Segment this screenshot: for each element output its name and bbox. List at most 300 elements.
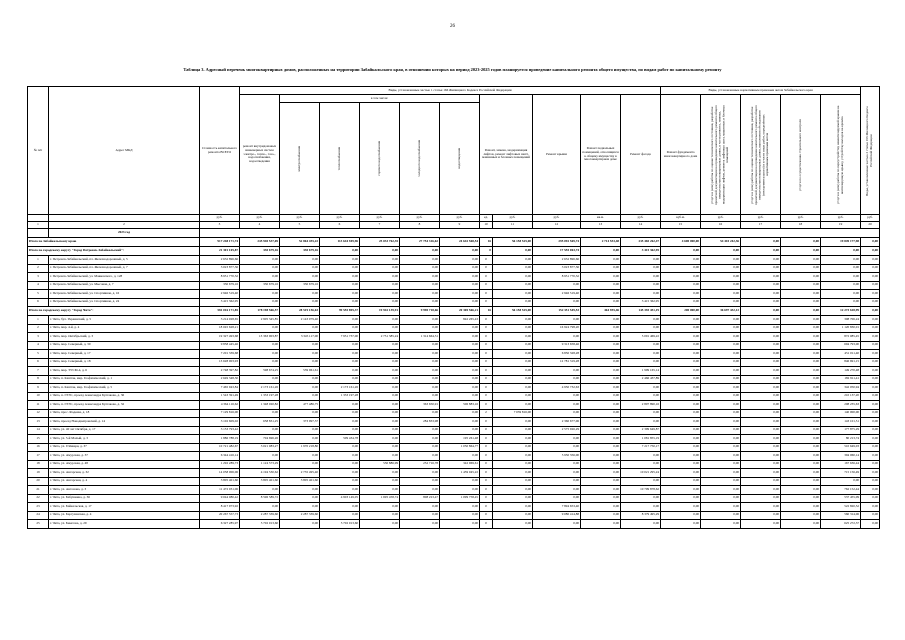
value-cell-col-20: 0,00 [861, 494, 880, 503]
value-cell-col-18: 0,00 [781, 367, 821, 376]
row-number: 3 [28, 273, 49, 282]
value-cell-col-3: 7 465 943,84 [200, 384, 240, 393]
value-cell-col-8: 0,00 [400, 435, 440, 444]
value-cell-col-6: 0,00 [320, 418, 360, 427]
value-cell-col-17: 0,00 [741, 367, 781, 376]
value-cell-col-6: 0,00 [320, 452, 360, 461]
unit-cell-16: руб. [701, 215, 741, 222]
value-cell-col-17: 0,00 [741, 350, 781, 359]
value-cell-col-8: 0,00 [400, 375, 440, 384]
value-cell-col-10: 0 [480, 486, 493, 495]
value-cell-col-9: 0,00 [440, 324, 480, 333]
value-cell-col-6: 0,00 [320, 341, 360, 350]
header-electro: электроснабжения [280, 103, 320, 215]
value-cell-col-7: 0,00 [360, 367, 400, 376]
value-cell-col-9: 0,00 [440, 418, 480, 427]
table-row [28, 435, 880, 444]
value-cell-col-12: 5 950 356,00 [533, 452, 581, 461]
value-cell-col-4: 0,00 [240, 256, 280, 265]
header-basement: Ремонт подвальных помещений, относящихся к общему имуществу в многоквартирном доме [581, 95, 621, 215]
value-cell-col-14: 2 807 890,16 [621, 401, 661, 410]
table-row [28, 273, 880, 282]
value-cell-col-20: 0,00 [861, 443, 880, 452]
value-cell-col-3: 3 153 793,42 [200, 426, 240, 435]
value-cell-col-15: 0,00 [661, 324, 701, 333]
value-cell-col-13: 0,00 [581, 401, 621, 410]
value-cell-col-4: 1 124 573,29 [240, 460, 280, 469]
value-cell-col-15: 0,00 [661, 316, 701, 325]
value-cell-col-11: 0,00 [493, 503, 533, 512]
value-cell-col-4: 330 679,16 [240, 247, 280, 256]
value-cell-col-18: 0,00 [781, 350, 821, 359]
value-cell-col-14: 0,00 [621, 350, 661, 359]
value-cell-col-5: 539 961,61 [280, 367, 320, 376]
value-cell-col-13: 0,00 [581, 511, 621, 520]
units-row [28, 215, 880, 222]
row-number: 11 [28, 401, 49, 410]
value-cell-col-20: 0,00 [861, 273, 880, 282]
value-cell-col-19: 762 152,44 [821, 486, 861, 495]
row-address: г. Чита, мкр. Северный, д. 18 [49, 358, 200, 367]
value-cell-col-12: 0,00 [533, 375, 581, 384]
column-number-19: 19 [821, 222, 861, 229]
value-cell-col-17: 0,00 [741, 298, 781, 307]
value-cell-col-18: 0,00 [781, 307, 821, 316]
value-cell-col-7: 0,00 [360, 392, 400, 401]
value-cell-col-14: 2 466 437,89 [621, 375, 661, 384]
value-cell-col-18: 0,00 [781, 452, 821, 461]
value-cell-col-17: 0,00 [741, 333, 781, 342]
value-cell-col-15: 4 600 000,00 [661, 238, 701, 247]
table-row [28, 511, 880, 520]
value-cell-col-16: 0,00 [701, 511, 741, 520]
value-cell-col-19: 208 235,63 [821, 401, 861, 410]
header-col20: Виды, установленные частью 2 статьи 166 Жилищного Кодекса Российской Федерации [861, 87, 880, 215]
value-cell-col-18: 0,00 [781, 256, 821, 265]
value-cell-col-14: 0,00 [621, 264, 661, 273]
value-cell-col-13: 0,00 [581, 316, 621, 325]
row-number: 5 [28, 290, 49, 299]
value-cell-col-4: 0,00 [240, 324, 280, 333]
value-cell-col-5: 0,00 [280, 452, 320, 461]
value-cell-col-16: 0,00 [701, 384, 741, 393]
value-cell-col-19: 19 849 177,98 [821, 238, 861, 247]
value-cell-col-4: 0,00 [240, 452, 280, 461]
value-cell-col-10: 0 [480, 520, 493, 529]
value-cell-col-17: 0,00 [741, 392, 781, 401]
row-address: г. Чита, ул. Байкальская, д. 17 [49, 503, 200, 512]
value-cell-col-8: 0,00 [400, 341, 440, 350]
value-cell-col-6: 0,00 [320, 290, 360, 299]
value-cell-col-10: 0 [480, 298, 493, 307]
total-row [28, 238, 880, 247]
value-cell-col-12: 0,00 [533, 401, 581, 410]
table-row [28, 375, 880, 384]
value-cell-col-11: 0,00 [493, 316, 533, 325]
value-cell-col-10: 0 [480, 264, 493, 273]
value-cell-col-3: 14 058 006,06 [200, 469, 240, 478]
value-cell-col-19: 394 060,14 [821, 452, 861, 461]
value-cell-col-14: 0,00 [621, 256, 661, 265]
value-cell-col-8: 0,00 [400, 486, 440, 495]
value-cell-col-11: 0,00 [493, 460, 533, 469]
value-cell-col-11: 0,00 [493, 435, 533, 444]
value-cell-col-16: 0,00 [701, 281, 741, 290]
value-cell-col-6: 0,00 [320, 350, 360, 359]
value-cell-col-3: 19 327 493,68 [200, 333, 240, 342]
column-number-16: 16 [701, 222, 741, 229]
value-cell-col-9: 0,00 [440, 358, 480, 367]
header-g2-c17: услуги и (или) работы по оценке технического состояния, разработке проектной документации на проведение капитального ремонта общего имущества многоквартирных домов, выполнения обследования (инструментального) и в части иных работ, определённых нормативным правовым актом [741, 95, 781, 215]
value-cell-col-6: 0,00 [320, 298, 360, 307]
value-cell-col-13: 0,00 [581, 520, 621, 529]
header-lifts: Ремонт, замена, модернизация лифтов, ремонт лифтовых шахт, машинных и блочных помещений [480, 95, 533, 215]
value-cell-col-10: 0 [480, 247, 493, 256]
value-cell-col-6: 0,00 [320, 324, 360, 333]
value-cell-col-5: 0,00 [280, 384, 320, 393]
value-cell-col-6: 0,00 [320, 247, 360, 256]
value-cell-col-10: 0 [480, 358, 493, 367]
value-cell-col-16: 0,00 [701, 452, 741, 461]
total-label: Итого по городскому округу "Город Петровск-Забайкальский": [28, 247, 200, 256]
value-cell-col-17: 0,00 [741, 316, 781, 325]
value-cell-col-5: 0,00 [280, 256, 320, 265]
value-cell-col-9: 842 265,43 [440, 316, 480, 325]
value-cell-col-3: 917 248 171,74 [200, 238, 240, 247]
value-cell-col-13: 464 955,46 [581, 307, 621, 316]
header-address: Адрес МКД [49, 87, 200, 215]
value-cell-col-8: 0,00 [400, 384, 440, 393]
value-cell-col-20: 0,00 [861, 511, 880, 520]
value-cell-col-12: 16 924 798,20 [533, 324, 581, 333]
value-cell-col-19: 872 085,45 [821, 333, 861, 342]
value-cell-col-18: 0,00 [781, 316, 821, 325]
value-cell-col-18: 0,00 [781, 273, 821, 282]
value-cell-col-20: 0,00 [861, 401, 880, 410]
value-cell-col-18: 0,00 [781, 409, 821, 418]
row-number: 9 [28, 384, 49, 393]
value-cell-col-8: 0,00 [400, 264, 440, 273]
value-cell-col-12: 0,00 [533, 333, 581, 342]
value-cell-col-5: 52 864 455,22 [280, 238, 320, 247]
value-cell-col-14: 0,00 [621, 520, 661, 529]
header-group1: Виды, установленные частью 1 статьи 166 Жилищного Кодекса Российской Федерации [240, 87, 661, 95]
value-cell-col-18: 0,00 [781, 247, 821, 256]
value-cell-col-15: 0,00 [661, 520, 701, 529]
value-cell-col-12: 12 781 319,28 [533, 358, 581, 367]
value-cell-col-14: 0,00 [621, 273, 661, 282]
value-cell-col-14: 0,00 [621, 324, 661, 333]
row-number: 24 [28, 511, 49, 520]
value-cell-col-18: 0,00 [781, 494, 821, 503]
value-cell-col-13: 0,00 [581, 435, 621, 444]
value-cell-col-6: 0,00 [320, 511, 360, 520]
value-cell-col-20: 0,00 [861, 350, 880, 359]
value-cell-col-18: 0,00 [781, 238, 821, 247]
value-cell-col-9: 342 969,61 [440, 460, 480, 469]
value-cell-col-20: 0,00 [861, 341, 880, 350]
value-cell-col-14: 0,00 [621, 494, 661, 503]
row-number: 13 [28, 418, 49, 427]
value-cell-col-5: 0,00 [280, 264, 320, 273]
row-number: 16 [28, 443, 49, 452]
value-cell-col-19: 522 820,52 [821, 503, 861, 512]
value-cell-col-3: 1 886 788,19 [200, 435, 240, 444]
value-cell-col-10: 0 [480, 435, 493, 444]
value-cell-col-13: 0,00 [581, 350, 621, 359]
value-cell-col-14: 0,00 [621, 418, 661, 427]
value-cell-col-7: 0,00 [360, 443, 400, 452]
value-cell-col-10: 0 [480, 281, 493, 290]
value-cell-col-12: 0,00 [533, 409, 581, 418]
value-cell-col-17: 0,00 [741, 238, 781, 247]
value-cell-col-7: 0,00 [360, 281, 400, 290]
row-number: 10 [28, 392, 49, 401]
value-cell-col-9: 0,00 [440, 367, 480, 376]
value-cell-col-6: 0,00 [320, 358, 360, 367]
value-cell-col-19: 210 137,20 [821, 392, 861, 401]
value-cell-col-19: 537 455,09 [821, 494, 861, 503]
value-cell-col-5: 373 997,37 [280, 418, 320, 427]
value-cell-col-8: 0,00 [400, 477, 440, 486]
row-address: г. Чита, ул. 9 Января, д. 37 [49, 443, 200, 452]
value-cell-col-15: 0,00 [661, 281, 701, 290]
value-cell-col-17: 0,00 [741, 452, 781, 461]
value-cell-col-17: 0,00 [741, 307, 781, 316]
value-cell-col-13: 0,00 [581, 247, 621, 256]
value-cell-col-20: 0,00 [861, 298, 880, 307]
header-heat: теплоснабжения [320, 103, 360, 215]
value-cell-col-18: 0,00 [781, 435, 821, 444]
value-cell-col-14: 0,00 [621, 316, 661, 325]
value-cell-col-13: 0,00 [581, 486, 621, 495]
value-cell-col-6: 0,00 [320, 264, 360, 273]
value-cell-col-15: 0,00 [661, 401, 701, 410]
value-cell-col-3: 8 951 770,32 [200, 273, 240, 282]
value-cell-col-18: 0,00 [781, 426, 821, 435]
value-cell-col-14: 2 399 649,87 [621, 426, 661, 435]
row-address: г. Чита, п. ГРЭС, проезд Александра Булгакова, д. 32 [49, 401, 200, 410]
value-cell-col-11: 0,00 [493, 469, 533, 478]
value-cell-col-15: 0,00 [661, 460, 701, 469]
value-cell-col-7: 0,00 [360, 384, 400, 393]
value-cell-col-4: 0,00 [240, 264, 280, 273]
value-cell-col-9: 1 099 758,45 [440, 494, 480, 503]
value-cell-col-11: 0,00 [493, 264, 533, 273]
value-cell-col-12: 2 360 677,06 [533, 418, 581, 427]
value-cell-col-17: 0,00 [741, 264, 781, 273]
table-row [28, 350, 880, 359]
value-cell-col-13: 0,00 [581, 477, 621, 486]
value-cell-col-7: 0,00 [360, 375, 400, 384]
value-cell-col-11: 0,00 [493, 324, 533, 333]
value-cell-col-4: 3 805 401,60 [240, 477, 280, 486]
value-cell-col-17: 0,00 [741, 409, 781, 418]
value-cell-col-20: 0,00 [861, 333, 880, 342]
value-cell-col-9: 1 459 045,22 [440, 469, 480, 478]
value-cell-col-12: 0,00 [533, 316, 581, 325]
value-cell-col-13: 0,00 [581, 469, 621, 478]
value-cell-col-7: 0,00 [360, 520, 400, 529]
value-cell-col-8: 9 990 718,66 [400, 307, 440, 316]
value-cell-col-7: 0,00 [360, 358, 400, 367]
value-cell-col-4: 245 940 537,69 [240, 238, 280, 247]
value-cell-col-18: 0,00 [781, 324, 821, 333]
value-cell-col-9: 0,00 [440, 375, 480, 384]
value-cell-col-3: 7 129 816,00 [200, 409, 240, 418]
value-cell-col-19: 182 911,41 [821, 375, 861, 384]
value-cell-col-13: 0,00 [581, 341, 621, 350]
value-cell-col-8: 808 223,47 [400, 494, 440, 503]
value-cell-col-16: 0,00 [701, 264, 741, 273]
value-cell-col-9: 0,00 [440, 290, 480, 299]
value-cell-col-17: 0,00 [741, 503, 781, 512]
value-cell-col-3: 2 748 397,82 [200, 367, 240, 376]
value-cell-col-13: 0,00 [581, 324, 621, 333]
value-cell-col-3: 1 543 391,49 [200, 392, 240, 401]
column-number-1: 1 [28, 222, 49, 229]
value-cell-col-14: 0,00 [621, 477, 661, 486]
table-row [28, 418, 880, 427]
value-cell-col-8: 0,00 [400, 256, 440, 265]
value-cell-col-13: 0,00 [581, 281, 621, 290]
value-cell-col-6: 0,00 [320, 316, 360, 325]
value-cell-col-13: 0,00 [581, 494, 621, 503]
row-number: 1 [28, 256, 49, 265]
value-cell-col-9: 0,00 [440, 520, 480, 529]
value-cell-col-4: 0,00 [240, 358, 280, 367]
value-cell-col-11: 0,00 [493, 452, 533, 461]
unit-cell-18: руб. [781, 215, 821, 222]
value-cell-col-12: 0,00 [533, 298, 581, 307]
value-cell-col-4: 0,00 [240, 273, 280, 282]
value-cell-col-12: 0,00 [533, 443, 581, 452]
value-cell-col-7: 0,00 [360, 409, 400, 418]
value-cell-col-9: 0,00 [440, 503, 480, 512]
value-cell-col-11: 0,00 [493, 520, 533, 529]
value-cell-col-17: 0,00 [741, 358, 781, 367]
row-address: г. Чита, мкр. Октябрьский, д. 3 [49, 333, 200, 342]
value-cell-col-14: 0,00 [621, 452, 661, 461]
value-cell-col-15: 0,00 [661, 273, 701, 282]
row-address: г. Петровск-Забайкальский, ул. Мысовая, д. 7 [49, 281, 200, 290]
row-number: 17 [28, 452, 49, 461]
value-cell-col-3: 2 632 896,66 [200, 256, 240, 265]
value-cell-col-20: 0,00 [861, 358, 880, 367]
value-cell-col-12: 9 313 658,46 [533, 341, 581, 350]
header-group2: Виды, установленные нормативным правовым актом Забайкальского края [661, 87, 861, 95]
row-number: 8 [28, 375, 49, 384]
row-address: г. Петровск-Забайкальский, ул. Спортивная, д. 16 [49, 290, 200, 299]
table-row [28, 460, 880, 469]
value-cell-col-3: 9 044 080,42 [200, 494, 240, 503]
value-cell-col-4: 598 674,25 [240, 367, 280, 376]
column-number-10: 10 [480, 222, 493, 229]
value-cell-col-4: 330 679,16 [240, 281, 280, 290]
value-cell-col-20: 0,00 [861, 264, 880, 273]
row-address: г. Чита, ул. Бабушкина, д. 36 [49, 494, 200, 503]
value-cell-col-14: 3 415 362,95 [621, 298, 661, 307]
value-cell-col-13: 0,00 [581, 384, 621, 393]
table-row [28, 324, 880, 333]
value-cell-col-6: 4 903 149,05 [320, 494, 360, 503]
column-number-12: 12 [533, 222, 581, 229]
row-address: г. Чита, ул. 40 лет Октября, д. 17 [49, 426, 200, 435]
value-cell-col-11: 0,00 [493, 511, 533, 520]
value-cell-col-14: 0,00 [621, 460, 661, 469]
value-cell-col-11: 0,00 [493, 443, 533, 452]
value-cell-col-5: 1 970 218,80 [280, 443, 320, 452]
value-cell-col-4: 0,00 [240, 426, 280, 435]
value-cell-col-3: 10 721 482,67 [200, 443, 240, 452]
value-cell-col-14: 0,00 [621, 358, 661, 367]
value-cell-col-7: 0,00 [360, 264, 400, 273]
column-number-5: 5 [280, 222, 320, 229]
value-cell-col-10: 0 [480, 469, 493, 478]
unit-cell-20: руб. [861, 215, 880, 222]
value-cell-col-10: 0 [480, 460, 493, 469]
value-cell-col-15: 0,00 [661, 418, 701, 427]
column-number-17: 17 [741, 222, 781, 229]
row-address: г. Чита, ул. Амурская, д. 48 [49, 460, 200, 469]
value-cell-col-13: 0,00 [581, 375, 621, 384]
column-numbers-row [28, 222, 880, 229]
value-cell-col-20: 0,00 [861, 469, 880, 478]
value-cell-col-12: 0,00 [533, 392, 581, 401]
row-address: г. Чита, п. Каштак, мкр. Геофизический, д. 5 [49, 384, 200, 393]
value-cell-col-10: 0 [480, 401, 493, 410]
value-cell-col-20: 0,00 [861, 290, 880, 299]
value-cell-col-17: 0,00 [741, 384, 781, 393]
value-cell-col-15: 0,00 [661, 264, 701, 273]
value-cell-col-14: 3 415 362,95 [621, 247, 661, 256]
value-cell-col-11: 0,00 [493, 418, 533, 427]
table-row [28, 469, 880, 478]
row-number: 6 [28, 298, 49, 307]
table-row [28, 494, 880, 503]
value-cell-col-10: 0 [480, 367, 493, 376]
value-cell-col-4: 1 348 020,82 [240, 401, 280, 410]
value-cell-col-5: 2 287 339,60 [280, 511, 320, 520]
unit-cell-6: руб. [320, 215, 360, 222]
value-cell-col-8: 0,00 [400, 367, 440, 376]
value-cell-col-18: 0,00 [781, 264, 821, 273]
header-coldwater: холодного водоснабжения [400, 103, 440, 215]
value-cell-col-13: 0,00 [581, 443, 621, 452]
value-cell-col-6: 0,00 [320, 273, 360, 282]
value-cell-col-16: 0,00 [701, 324, 741, 333]
value-cell-col-15: 0,00 [661, 367, 701, 376]
value-cell-col-9: 0,00 [440, 273, 480, 282]
value-cell-col-10: 0 [480, 316, 493, 325]
value-cell-col-8: 0,00 [400, 247, 440, 256]
unit-cell-13: кв.м. [581, 215, 621, 222]
value-cell-col-8: 0,00 [400, 273, 440, 282]
value-cell-col-4: 2 287 339,60 [240, 511, 280, 520]
value-cell-col-16: 0,00 [701, 418, 741, 427]
value-cell-col-9: 0,00 [440, 264, 480, 273]
value-cell-col-8: 0,00 [400, 409, 440, 418]
value-cell-col-17: 0,00 [741, 401, 781, 410]
value-cell-col-10: 0 [480, 443, 493, 452]
value-cell-col-3: 6 327 285,97 [200, 520, 240, 529]
value-cell-col-16: 0,00 [701, 273, 741, 282]
row-address: г. Чита, мкр. Северный, д. 30 [49, 341, 200, 350]
value-cell-col-9: 0,00 [440, 477, 480, 486]
value-cell-col-4: 0,00 [240, 409, 280, 418]
table-row [28, 290, 880, 299]
value-cell-col-6: 0,00 [320, 460, 360, 469]
